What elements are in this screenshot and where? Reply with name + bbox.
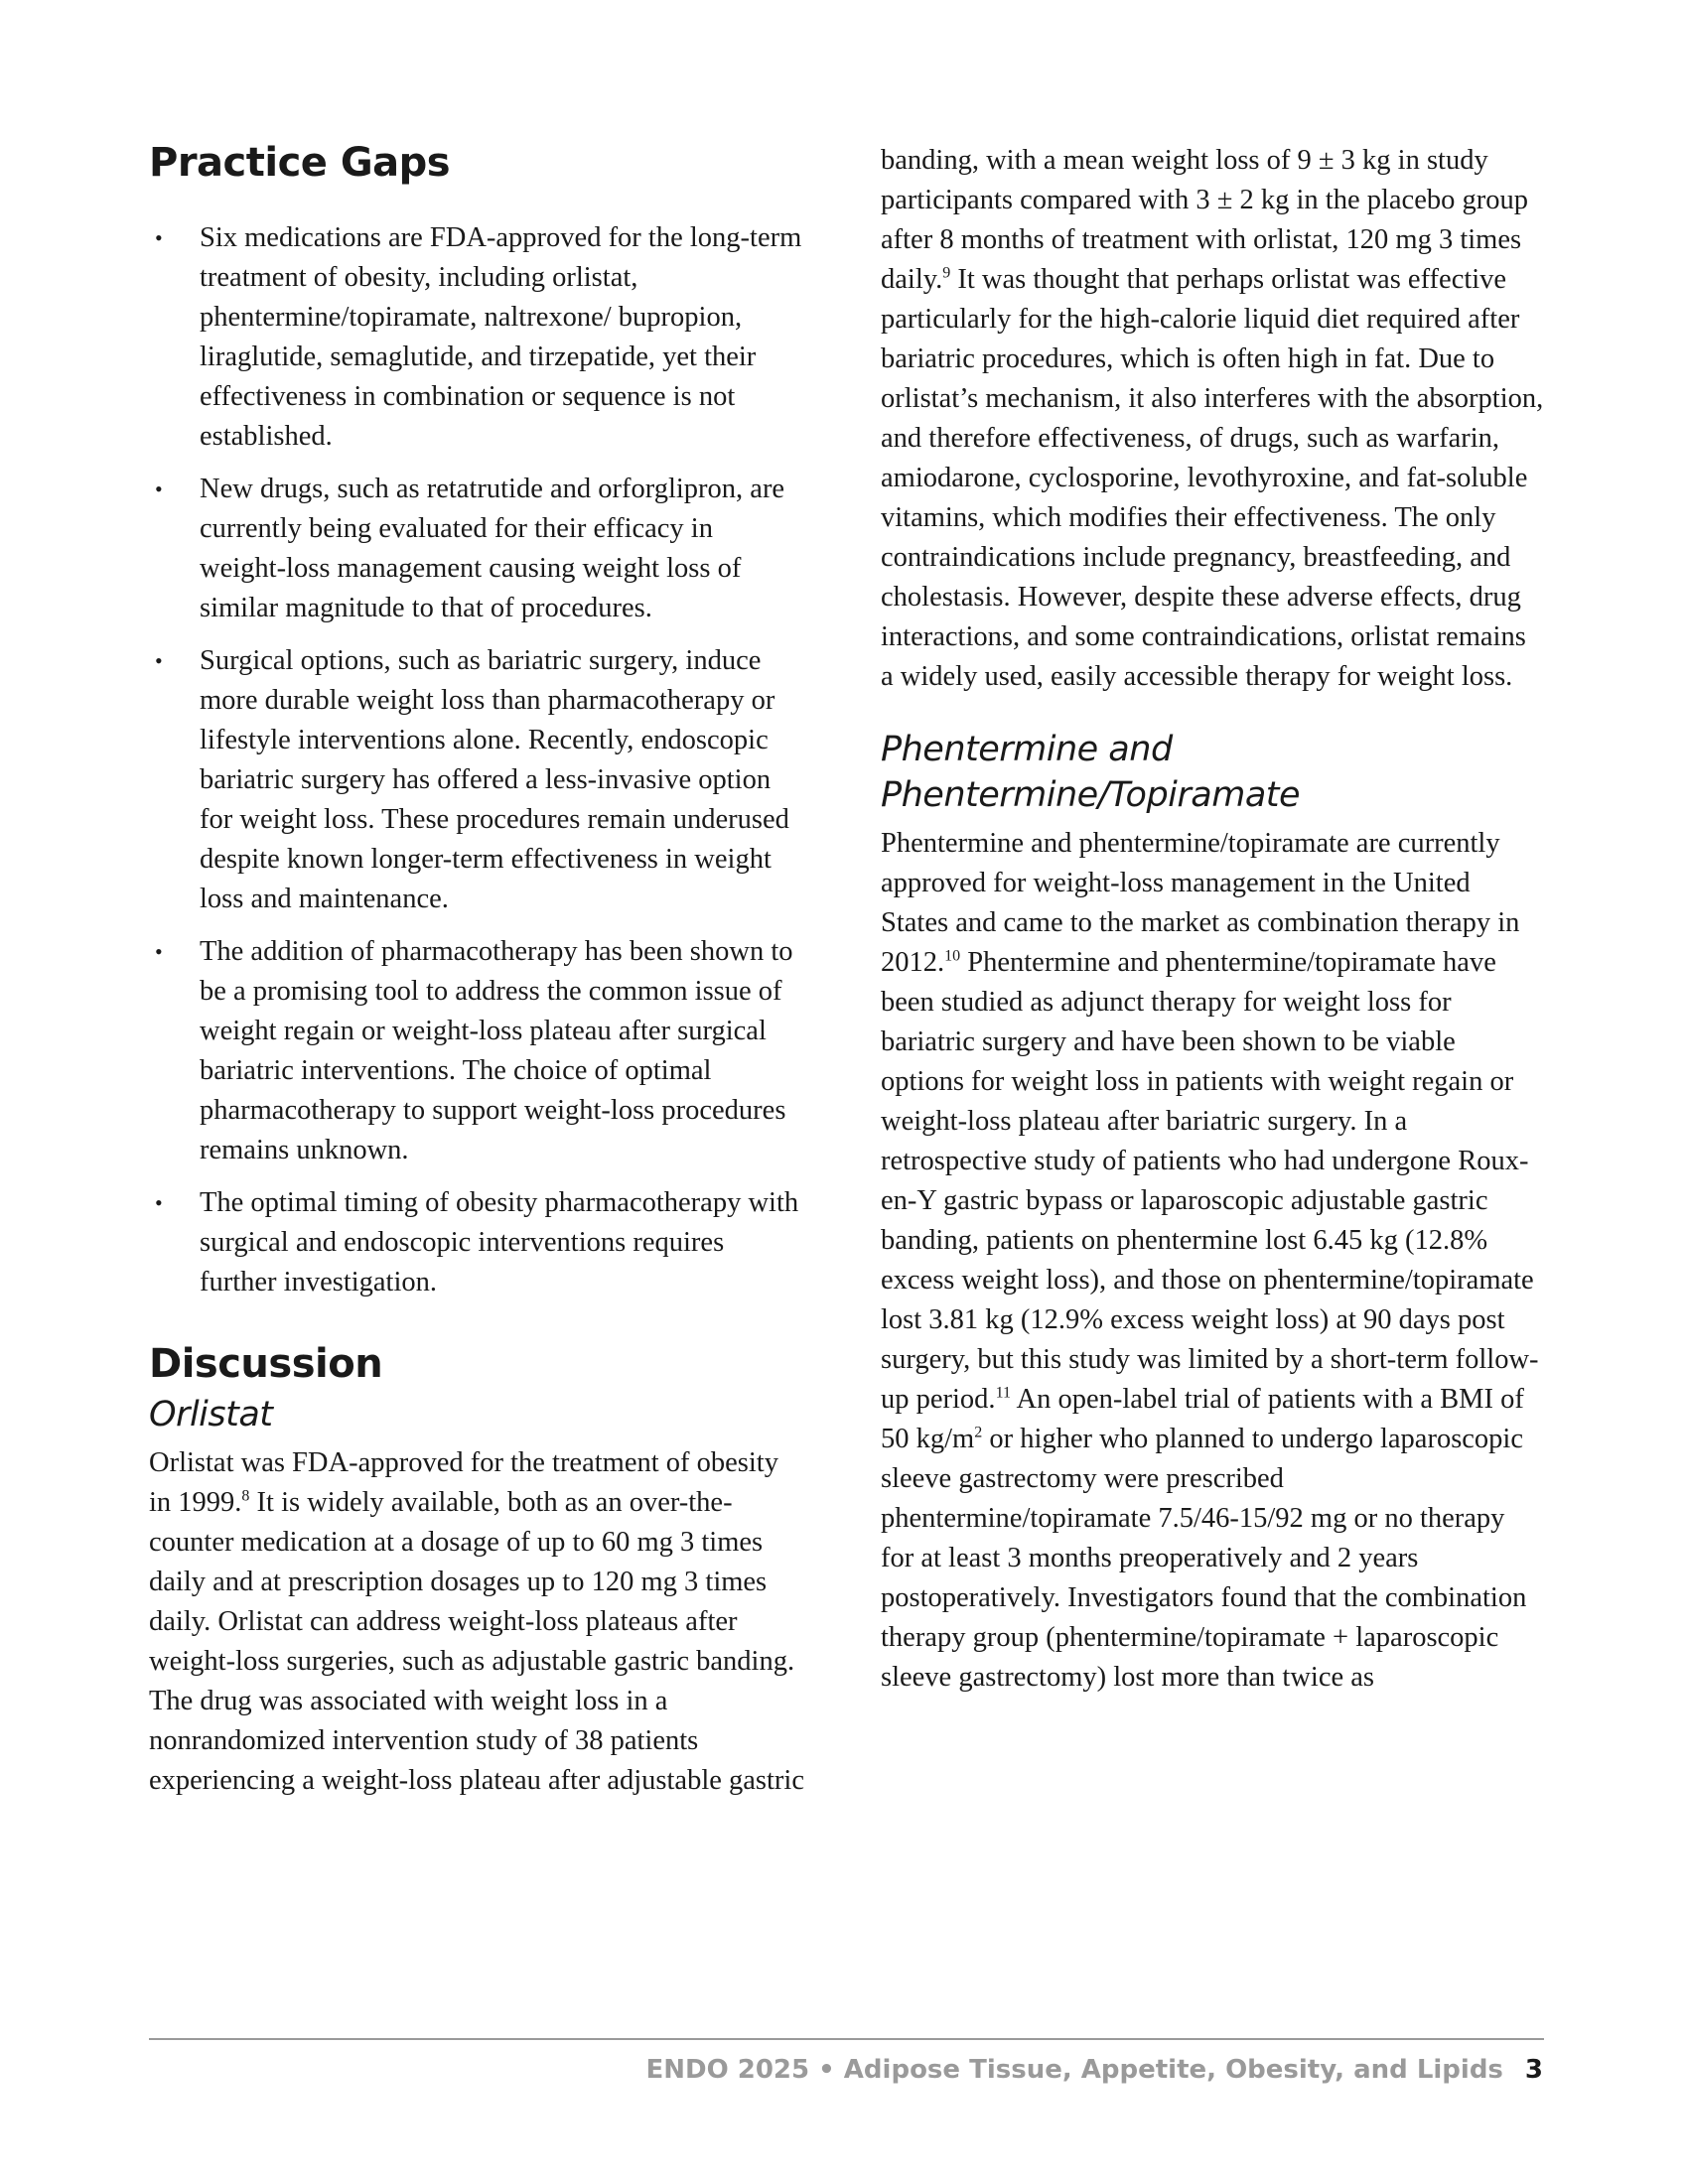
paragraph-text: An open-label trial of patients with a BMI of 50 kg/m bbox=[881, 1384, 1524, 1454]
paragraph-text: It was thought that perhaps orlistat was effective particularly for the high-calorie liquid diet required after bariatric procedures, which is often high in fat. Due to orlistat’s mechanism, it also interferes with the absorption, and therefore effectiveness, of drugs, such as warfarin, amiodarone, cyclosporine, levothyroxine, and fat-soluble vitamins, which modifies their effectiveness. The only contraindications include pregnancy, breastfeeding, and cholestasis. However, despite these adverse effects, drug interactions, and some contraindications, orlistat remains a widely used, easily accessible therapy for weight loss. bbox=[881, 264, 1544, 692]
paragraph-text: It is widely available, both as an over-the-counter medication at a dosage of up to 60 mg 3 times daily and at prescription dosages up to 120 mg 3 times daily. Orlistat can address weight-loss plateaus after weight-loss surgeries, such as adjustable gastric banding. The drug was associated with weight loss in a nonrandomized intervention study of 38 patients experiencing a weight-loss plateau after adjustable gastric bbox=[149, 1487, 804, 1796]
gap-text: The addition of pharmacotherapy has been shown to be a promising tool to address the common issue of weight regain or weight-loss plateau after surgical bariatric interventions. The choice of optimal pharmacotherapy to support weight-loss procedures remains unknown. bbox=[200, 936, 793, 1165]
practice-gaps-heading: Practice Gaps bbox=[149, 140, 451, 186]
phentermine-paragraph bbox=[881, 824, 1544, 1698]
list-item bbox=[149, 641, 804, 919]
orlistat-paragraph bbox=[149, 1443, 804, 1801]
practice-gaps-list bbox=[149, 218, 804, 1302]
reference-marker: 9 bbox=[942, 264, 951, 282]
reference-marker: 10 bbox=[944, 947, 961, 965]
discussion-heading: Discussion bbox=[149, 1341, 383, 1387]
paragraph-text: Phentermine and phentermine/topiramate have been studied as adjunct therapy for weight loss for bariatric surgery and have been shown to be viable options for weight loss in patients with weight regain or weight-loss plateau after bariatric surgery. In a retrospective study of patients who had undergone Roux-en-Y gastric bypass or laparoscopic adjustable gastric banding, patients on phentermine lost 6.45 kg (12.8% excess weight loss), and those on phentermine/topiramate lost 3.81 kg (12.9% excess weight loss) at 90 days post surgery, but this study was limited by a short-term follow-up period. bbox=[881, 947, 1539, 1415]
phentermine-heading: Phentermine and Phentermine/Topiramate bbox=[881, 730, 1301, 815]
gap-text: Six medications are FDA-approved for the long-term treatment of obesity, including orlistat, phentermine/topiramate, naltrexone/ bupropion, liraglutide, semaglutide, and tirzepatide, yet their effectiveness in combination or sequence is not established. bbox=[200, 222, 802, 452]
left-column bbox=[149, 137, 804, 1801]
paragraph-text: Phentermine and phentermine/topiramate are currently approved for weight-loss management in the United States and came to the market as combination therapy in 2012. bbox=[881, 828, 1520, 978]
paragraph-text: banding, with a mean weight loss of 9 ± 3 kg in study participants compared with 3 ± 2 kg in the placebo group after 8 months of treatment with orlistat, 120 mg 3 times daily. bbox=[881, 145, 1528, 295]
footer-divider bbox=[149, 2038, 1544, 2040]
bullet-icon: • bbox=[155, 939, 163, 964]
bullet-icon: • bbox=[155, 1190, 163, 1215]
gap-text: Surgical options, such as bariatric surgery, induce more durable weight loss than pharmacotherapy or lifestyle interventions alone. Recently, endoscopic bariatric surgery has offered a less-invasive option for weight loss. These procedures remain underused despite known longer-term effectiveness in weight loss and maintenance. bbox=[200, 645, 789, 914]
paragraph-text: or higher who planned to undergo laparoscopic sleeve gastrectomy were prescribed phentermine/topiramate 7.5/46-15/92 mg or no therapy for at least 3 months preoperatively and 2 years postoperatively. Investigators found that the combination therapy group (phentermine/topiramate + laparoscopic sleeve gastrectomy) lost more than twice as bbox=[881, 1424, 1527, 1693]
right-column bbox=[881, 141, 1544, 1698]
page-footer bbox=[645, 2050, 1543, 2090]
page-number: 3 bbox=[1524, 2055, 1543, 2085]
superscript-squared: 2 bbox=[974, 1424, 983, 1441]
list-item bbox=[149, 470, 804, 628]
gap-text: The optimal timing of obesity pharmacotherapy with surgical and endoscopic interventions requires further investigation. bbox=[200, 1187, 799, 1297]
reference-marker: 8 bbox=[241, 1487, 250, 1505]
orlistat-continued-paragraph bbox=[881, 141, 1544, 697]
bullet-icon: • bbox=[155, 477, 163, 501]
footer-title: ENDO 2025 • Adipose Tissue, Appetite, Obesity, and Lipids bbox=[645, 2055, 1503, 2085]
list-item bbox=[149, 932, 804, 1170]
list-item bbox=[149, 1183, 804, 1302]
gap-text: New drugs, such as retatrutide and orforglipron, are currently being evaluated for their efficacy in weight-loss management causing weight loss of similar magnitude to that of procedures. bbox=[200, 474, 785, 623]
orlistat-heading: Orlistat bbox=[149, 1395, 273, 1434]
list-item bbox=[149, 218, 804, 457]
reference-marker: 11 bbox=[995, 1384, 1011, 1402]
bullet-icon: • bbox=[155, 225, 163, 250]
paragraph-text: Orlistat was FDA-approved for the treatment of obesity in 1999. bbox=[149, 1447, 778, 1518]
bullet-icon: • bbox=[155, 648, 163, 673]
